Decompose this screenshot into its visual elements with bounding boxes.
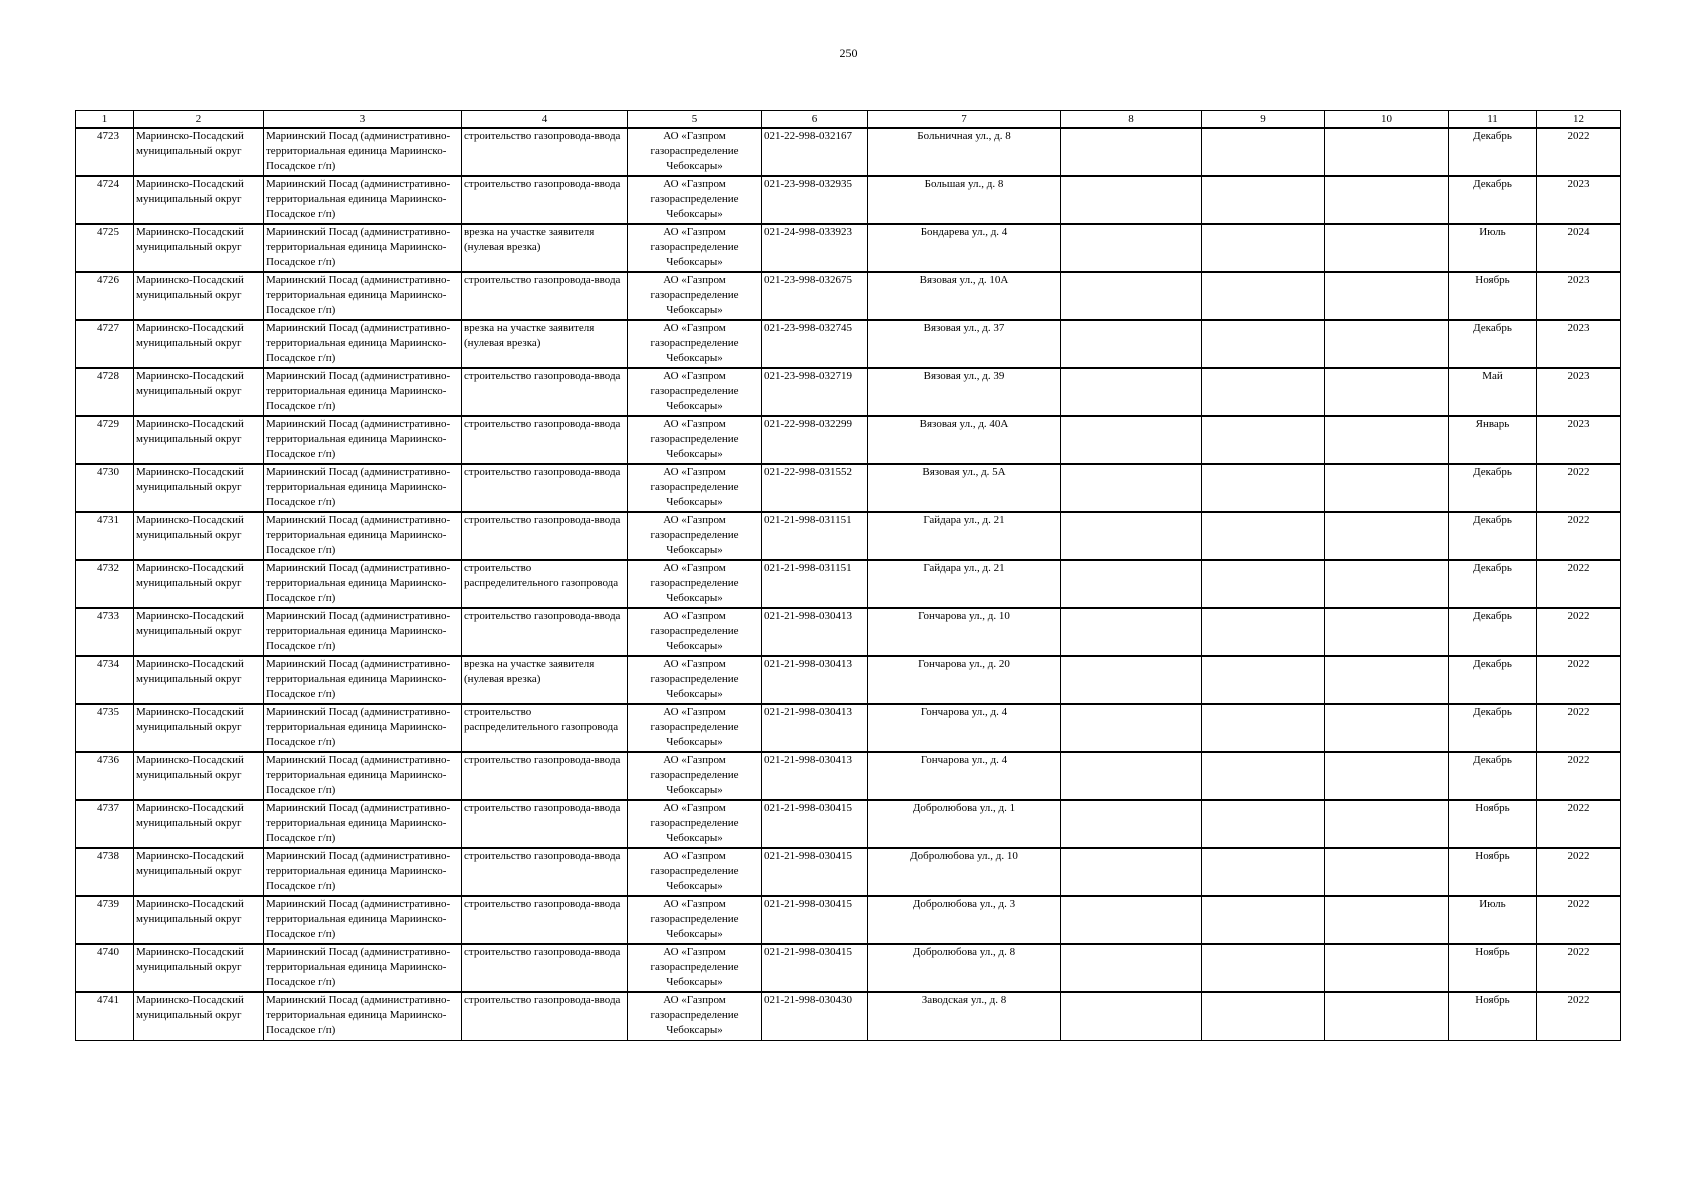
column-8-cell bbox=[1061, 320, 1202, 368]
column-header: 6 bbox=[762, 111, 868, 129]
settlement-cell: Мариинский Посад (административно-территориальная единица Мариинско-Посадское г/п) bbox=[264, 416, 462, 464]
settlement-cell: Мариинский Посад (административно-территориальная единица Мариинско-Посадское г/п) bbox=[264, 800, 462, 848]
settlement-cell: Мариинский Посад (административно-территориальная единица Мариинско-Посадское г/п) bbox=[264, 944, 462, 992]
column-8-cell bbox=[1061, 656, 1202, 704]
column-8-cell bbox=[1061, 512, 1202, 560]
settlement-cell: Мариинский Посад (административно-территориальная единица Мариинско-Посадское г/п) bbox=[264, 224, 462, 272]
work-type-cell: строительство распределительного газопровода bbox=[462, 704, 628, 752]
work-type-cell: строительство газопровода-ввода bbox=[462, 416, 628, 464]
column-9-cell bbox=[1202, 368, 1325, 416]
column-9-cell bbox=[1202, 800, 1325, 848]
column-header: 8 bbox=[1061, 111, 1202, 129]
district-cell: Мариинско-Посадский муниципальный округ bbox=[134, 944, 264, 992]
year-cell: 2022 bbox=[1537, 464, 1621, 512]
row-number-cell: 4737 bbox=[76, 800, 134, 848]
application-code-cell: 021-21-998-030413 bbox=[762, 704, 868, 752]
work-type-cell: строительство газопровода-ввода bbox=[462, 128, 628, 176]
address-cell: Больничная ул., д. 8 bbox=[868, 128, 1061, 176]
settlement-cell: Мариинский Посад (административно-территориальная единица Мариинско-Посадское г/п) bbox=[264, 176, 462, 224]
row-number-cell: 4738 bbox=[76, 848, 134, 896]
table-row bbox=[76, 992, 1621, 1040]
district-cell: Мариинско-Посадский муниципальный округ bbox=[134, 608, 264, 656]
organization-cell: АО «Газпром газораспределение Чебоксары» bbox=[628, 848, 762, 896]
year-cell: 2022 bbox=[1537, 512, 1621, 560]
district-cell: Мариинско-Посадский муниципальный округ bbox=[134, 800, 264, 848]
column-8-cell bbox=[1061, 944, 1202, 992]
row-number-cell: 4730 bbox=[76, 464, 134, 512]
organization-cell: АО «Газпром газораспределение Чебоксары» bbox=[628, 656, 762, 704]
row-number-cell: 4734 bbox=[76, 656, 134, 704]
column-10-cell bbox=[1325, 896, 1449, 944]
table-row bbox=[76, 560, 1621, 608]
work-type-cell: врезка на участке заявителя (нулевая врезка) bbox=[462, 656, 628, 704]
column-header: 5 bbox=[628, 111, 762, 129]
column-10-cell bbox=[1325, 320, 1449, 368]
settlement-cell: Мариинский Посад (административно-территориальная единица Мариинско-Посадское г/п) bbox=[264, 608, 462, 656]
column-10-cell bbox=[1325, 176, 1449, 224]
month-cell: Декабрь bbox=[1449, 176, 1537, 224]
column-8-cell bbox=[1061, 272, 1202, 320]
row-number-cell: 4723 bbox=[76, 128, 134, 176]
table-row bbox=[76, 416, 1621, 464]
row-number-cell: 4736 bbox=[76, 752, 134, 800]
work-type-cell: строительство газопровода-ввода bbox=[462, 896, 628, 944]
organization-cell: АО «Газпром газораспределение Чебоксары» bbox=[628, 320, 762, 368]
year-cell: 2022 bbox=[1537, 560, 1621, 608]
year-cell: 2022 bbox=[1537, 608, 1621, 656]
address-cell: Бондарева ул., д. 4 bbox=[868, 224, 1061, 272]
row-number-cell: 4724 bbox=[76, 176, 134, 224]
column-10-cell bbox=[1325, 512, 1449, 560]
work-type-cell: врезка на участке заявителя (нулевая врезка) bbox=[462, 224, 628, 272]
month-cell: Декабрь bbox=[1449, 320, 1537, 368]
district-cell: Мариинско-Посадский муниципальный округ bbox=[134, 320, 264, 368]
organization-cell: АО «Газпром газораспределение Чебоксары» bbox=[628, 608, 762, 656]
application-code-cell: 021-21-998-030415 bbox=[762, 848, 868, 896]
year-cell: 2022 bbox=[1537, 896, 1621, 944]
year-cell: 2022 bbox=[1537, 944, 1621, 992]
application-code-cell: 021-23-998-032935 bbox=[762, 176, 868, 224]
month-cell: Июль bbox=[1449, 896, 1537, 944]
column-9-cell bbox=[1202, 944, 1325, 992]
year-cell: 2023 bbox=[1537, 176, 1621, 224]
settlement-cell: Мариинский Посад (административно-территориальная единица Мариинско-Посадское г/п) bbox=[264, 512, 462, 560]
district-cell: Мариинско-Посадский муниципальный округ bbox=[134, 752, 264, 800]
work-type-cell: строительство газопровода-ввода bbox=[462, 800, 628, 848]
address-cell: Вязовая ул., д. 39 bbox=[868, 368, 1061, 416]
organization-cell: АО «Газпром газораспределение Чебоксары» bbox=[628, 224, 762, 272]
organization-cell: АО «Газпром газораспределение Чебоксары» bbox=[628, 560, 762, 608]
column-10-cell bbox=[1325, 128, 1449, 176]
table-row bbox=[76, 752, 1621, 800]
settlement-cell: Мариинский Посад (административно-территориальная единица Мариинско-Посадское г/п) bbox=[264, 128, 462, 176]
application-code-cell: 021-21-998-031151 bbox=[762, 560, 868, 608]
work-type-cell: врезка на участке заявителя (нулевая врезка) bbox=[462, 320, 628, 368]
column-8-cell bbox=[1061, 848, 1202, 896]
column-10-cell bbox=[1325, 368, 1449, 416]
district-cell: Мариинско-Посадский муниципальный округ bbox=[134, 560, 264, 608]
district-cell: Мариинско-Посадский муниципальный округ bbox=[134, 896, 264, 944]
address-cell: Добролюбова ул., д. 3 bbox=[868, 896, 1061, 944]
address-cell: Вязовая ул., д. 5А bbox=[868, 464, 1061, 512]
table-row bbox=[76, 272, 1621, 320]
district-cell: Мариинско-Посадский муниципальный округ bbox=[134, 464, 264, 512]
column-8-cell bbox=[1061, 800, 1202, 848]
year-cell: 2022 bbox=[1537, 992, 1621, 1040]
organization-cell: АО «Газпром газораспределение Чебоксары» bbox=[628, 512, 762, 560]
column-9-cell bbox=[1202, 752, 1325, 800]
application-code-cell: 021-23-998-032675 bbox=[762, 272, 868, 320]
column-9-cell bbox=[1202, 320, 1325, 368]
address-cell: Гончарова ул., д. 20 bbox=[868, 656, 1061, 704]
month-cell: Ноябрь bbox=[1449, 944, 1537, 992]
month-cell: Ноябрь bbox=[1449, 800, 1537, 848]
table-row bbox=[76, 224, 1621, 272]
year-cell: 2022 bbox=[1537, 656, 1621, 704]
application-code-cell: 021-23-998-032745 bbox=[762, 320, 868, 368]
column-header: 12 bbox=[1537, 111, 1621, 129]
column-9-cell bbox=[1202, 512, 1325, 560]
column-10-cell bbox=[1325, 560, 1449, 608]
year-cell: 2023 bbox=[1537, 272, 1621, 320]
column-8-cell bbox=[1061, 176, 1202, 224]
table-row bbox=[76, 128, 1621, 176]
table-row bbox=[76, 896, 1621, 944]
application-code-cell: 021-21-998-030413 bbox=[762, 608, 868, 656]
month-cell: Декабрь bbox=[1449, 560, 1537, 608]
column-9-cell bbox=[1202, 560, 1325, 608]
settlement-cell: Мариинский Посад (административно-территориальная единица Мариинско-Посадское г/п) bbox=[264, 704, 462, 752]
row-number-cell: 4741 bbox=[76, 992, 134, 1040]
work-type-cell: строительство газопровода-ввода bbox=[462, 752, 628, 800]
column-9-cell bbox=[1202, 224, 1325, 272]
district-cell: Мариинско-Посадский муниципальный округ bbox=[134, 416, 264, 464]
district-cell: Мариинско-Посадский муниципальный округ bbox=[134, 848, 264, 896]
address-cell: Заводская ул., д. 8 bbox=[868, 992, 1061, 1040]
column-8-cell bbox=[1061, 560, 1202, 608]
month-cell: Ноябрь bbox=[1449, 992, 1537, 1040]
row-number-cell: 4725 bbox=[76, 224, 134, 272]
row-number-cell: 4726 bbox=[76, 272, 134, 320]
month-cell: Ноябрь bbox=[1449, 272, 1537, 320]
settlement-cell: Мариинский Посад (административно-территориальная единица Мариинско-Посадское г/п) bbox=[264, 848, 462, 896]
district-cell: Мариинско-Посадский муниципальный округ bbox=[134, 656, 264, 704]
table-row bbox=[76, 368, 1621, 416]
address-cell: Вязовая ул., д. 40А bbox=[868, 416, 1061, 464]
application-code-cell: 021-21-998-030413 bbox=[762, 656, 868, 704]
year-cell: 2022 bbox=[1537, 752, 1621, 800]
row-number-cell: 4731 bbox=[76, 512, 134, 560]
table-row bbox=[76, 656, 1621, 704]
work-type-cell: строительство распределительного газопровода bbox=[462, 560, 628, 608]
row-number-cell: 4735 bbox=[76, 704, 134, 752]
column-9-cell bbox=[1202, 656, 1325, 704]
table-row bbox=[76, 464, 1621, 512]
settlement-cell: Мариинский Посад (административно-территориальная единица Мариинско-Посадское г/п) bbox=[264, 560, 462, 608]
month-cell: Декабрь bbox=[1449, 752, 1537, 800]
address-cell: Гончарова ул., д. 4 bbox=[868, 704, 1061, 752]
settlement-cell: Мариинский Посад (административно-территориальная единица Мариинско-Посадское г/п) bbox=[264, 752, 462, 800]
column-header: 11 bbox=[1449, 111, 1537, 129]
address-cell: Гончарова ул., д. 4 bbox=[868, 752, 1061, 800]
settlement-cell: Мариинский Посад (административно-территориальная единица Мариинско-Посадское г/п) bbox=[264, 896, 462, 944]
settlement-cell: Мариинский Посад (административно-территориальная единица Мариинско-Посадское г/п) bbox=[264, 368, 462, 416]
year-cell: 2022 bbox=[1537, 848, 1621, 896]
address-cell: Гончарова ул., д. 10 bbox=[868, 608, 1061, 656]
page-number: 250 bbox=[839, 46, 858, 60]
application-code-cell: 021-21-998-030415 bbox=[762, 944, 868, 992]
table-row bbox=[76, 848, 1621, 896]
address-cell: Гайдара ул., д. 21 bbox=[868, 560, 1061, 608]
application-code-cell: 021-22-998-032299 bbox=[762, 416, 868, 464]
address-cell: Вязовая ул., д. 37 bbox=[868, 320, 1061, 368]
column-10-cell bbox=[1325, 464, 1449, 512]
settlement-cell: Мариинский Посад (административно-территориальная единица Мариинско-Посадское г/п) bbox=[264, 272, 462, 320]
column-10-cell bbox=[1325, 992, 1449, 1040]
application-code-cell: 021-22-998-031552 bbox=[762, 464, 868, 512]
column-8-cell bbox=[1061, 224, 1202, 272]
column-9-cell bbox=[1202, 416, 1325, 464]
column-8-cell bbox=[1061, 608, 1202, 656]
organization-cell: АО «Газпром газораспределение Чебоксары» bbox=[628, 272, 762, 320]
year-cell: 2022 bbox=[1537, 800, 1621, 848]
column-10-cell bbox=[1325, 800, 1449, 848]
column-8-cell bbox=[1061, 992, 1202, 1040]
column-10-cell bbox=[1325, 848, 1449, 896]
work-type-cell: строительство газопровода-ввода bbox=[462, 176, 628, 224]
year-cell: 2022 bbox=[1537, 704, 1621, 752]
column-10-cell bbox=[1325, 704, 1449, 752]
year-cell: 2024 bbox=[1537, 224, 1621, 272]
month-cell: Декабрь bbox=[1449, 704, 1537, 752]
table-row bbox=[76, 608, 1621, 656]
column-8-cell bbox=[1061, 896, 1202, 944]
work-type-cell: строительство газопровода-ввода bbox=[462, 944, 628, 992]
column-8-cell bbox=[1061, 752, 1202, 800]
year-cell: 2023 bbox=[1537, 416, 1621, 464]
column-9-cell bbox=[1202, 128, 1325, 176]
table-body bbox=[76, 128, 1621, 1040]
settlement-cell: Мариинский Посад (административно-территориальная единица Мариинско-Посадское г/п) bbox=[264, 320, 462, 368]
column-9-cell bbox=[1202, 464, 1325, 512]
column-header: 1 bbox=[76, 111, 134, 129]
application-code-cell: 021-21-998-030413 bbox=[762, 752, 868, 800]
organization-cell: АО «Газпром газораспределение Чебоксары» bbox=[628, 896, 762, 944]
year-cell: 2023 bbox=[1537, 320, 1621, 368]
column-8-cell bbox=[1061, 416, 1202, 464]
column-9-cell bbox=[1202, 848, 1325, 896]
table-row bbox=[76, 704, 1621, 752]
address-cell: Вязовая ул., д. 10А bbox=[868, 272, 1061, 320]
work-type-cell: строительство газопровода-ввода bbox=[462, 464, 628, 512]
row-number-cell: 4732 bbox=[76, 560, 134, 608]
work-type-cell: строительство газопровода-ввода bbox=[462, 512, 628, 560]
month-cell: Декабрь bbox=[1449, 464, 1537, 512]
district-cell: Мариинско-Посадский муниципальный округ bbox=[134, 128, 264, 176]
row-number-cell: 4729 bbox=[76, 416, 134, 464]
table-row bbox=[76, 800, 1621, 848]
organization-cell: АО «Газпром газораспределение Чебоксары» bbox=[628, 176, 762, 224]
column-header: 10 bbox=[1325, 111, 1449, 129]
application-code-cell: 021-24-998-033923 bbox=[762, 224, 868, 272]
application-code-cell: 021-21-998-030430 bbox=[762, 992, 868, 1040]
month-cell: Декабрь bbox=[1449, 608, 1537, 656]
district-cell: Мариинско-Посадский муниципальный округ bbox=[134, 224, 264, 272]
district-cell: Мариинско-Посадский муниципальный округ bbox=[134, 704, 264, 752]
row-number-cell: 4739 bbox=[76, 896, 134, 944]
column-header: 7 bbox=[868, 111, 1061, 129]
address-cell: Добролюбова ул., д. 10 bbox=[868, 848, 1061, 896]
organization-cell: АО «Газпром газораспределение Чебоксары» bbox=[628, 416, 762, 464]
column-10-cell bbox=[1325, 224, 1449, 272]
table-row bbox=[76, 320, 1621, 368]
month-cell: Ноябрь bbox=[1449, 848, 1537, 896]
column-8-cell bbox=[1061, 368, 1202, 416]
settlement-cell: Мариинский Посад (административно-территориальная единица Мариинско-Посадское г/п) bbox=[264, 992, 462, 1040]
application-code-cell: 021-22-998-032167 bbox=[762, 128, 868, 176]
application-code-cell: 021-23-998-032719 bbox=[762, 368, 868, 416]
organization-cell: АО «Газпром газораспределение Чебоксары» bbox=[628, 752, 762, 800]
application-code-cell: 021-21-998-030415 bbox=[762, 800, 868, 848]
district-cell: Мариинско-Посадский муниципальный округ bbox=[134, 272, 264, 320]
column-9-cell bbox=[1202, 992, 1325, 1040]
column-9-cell bbox=[1202, 704, 1325, 752]
header-row bbox=[76, 111, 1621, 129]
row-number-cell: 4733 bbox=[76, 608, 134, 656]
year-cell: 2023 bbox=[1537, 368, 1621, 416]
row-number-cell: 4728 bbox=[76, 368, 134, 416]
month-cell: Январь bbox=[1449, 416, 1537, 464]
application-code-cell: 021-21-998-031151 bbox=[762, 512, 868, 560]
organization-cell: АО «Газпром газораспределение Чебоксары» bbox=[628, 944, 762, 992]
column-9-cell bbox=[1202, 896, 1325, 944]
month-cell: Декабрь bbox=[1449, 512, 1537, 560]
column-10-cell bbox=[1325, 272, 1449, 320]
settlement-cell: Мариинский Посад (административно-территориальная единица Мариинско-Посадское г/п) bbox=[264, 656, 462, 704]
work-type-cell: строительство газопровода-ввода bbox=[462, 368, 628, 416]
organization-cell: АО «Газпром газораспределение Чебоксары» bbox=[628, 704, 762, 752]
column-10-cell bbox=[1325, 416, 1449, 464]
organization-cell: АО «Газпром газораспределение Чебоксары» bbox=[628, 128, 762, 176]
column-8-cell bbox=[1061, 464, 1202, 512]
row-number-cell: 4740 bbox=[76, 944, 134, 992]
work-type-cell: строительство газопровода-ввода bbox=[462, 992, 628, 1040]
address-cell: Гайдара ул., д. 21 bbox=[868, 512, 1061, 560]
row-number-cell: 4727 bbox=[76, 320, 134, 368]
table-row bbox=[76, 512, 1621, 560]
column-header: 3 bbox=[264, 111, 462, 129]
work-type-cell: строительство газопровода-ввода bbox=[462, 608, 628, 656]
district-cell: Мариинско-Посадский муниципальный округ bbox=[134, 368, 264, 416]
address-cell: Большая ул., д. 8 bbox=[868, 176, 1061, 224]
column-8-cell bbox=[1061, 128, 1202, 176]
district-cell: Мариинско-Посадский муниципальный округ bbox=[134, 176, 264, 224]
month-cell: Май bbox=[1449, 368, 1537, 416]
organization-cell: АО «Газпром газораспределение Чебоксары» bbox=[628, 368, 762, 416]
column-10-cell bbox=[1325, 656, 1449, 704]
column-9-cell bbox=[1202, 272, 1325, 320]
month-cell: Декабрь bbox=[1449, 128, 1537, 176]
column-10-cell bbox=[1325, 608, 1449, 656]
address-cell: Добролюбова ул., д. 1 bbox=[868, 800, 1061, 848]
column-10-cell bbox=[1325, 752, 1449, 800]
column-header: 9 bbox=[1202, 111, 1325, 129]
settlement-cell: Мариинский Посад (административно-территориальная единица Мариинско-Посадское г/п) bbox=[264, 464, 462, 512]
work-type-cell: строительство газопровода-ввода bbox=[462, 848, 628, 896]
column-header: 2 bbox=[134, 111, 264, 129]
year-cell: 2022 bbox=[1537, 128, 1621, 176]
district-cell: Мариинско-Посадский муниципальный округ bbox=[134, 512, 264, 560]
organization-cell: АО «Газпром газораспределение Чебоксары» bbox=[628, 992, 762, 1040]
column-10-cell bbox=[1325, 944, 1449, 992]
column-header: 4 bbox=[462, 111, 628, 129]
column-9-cell bbox=[1202, 176, 1325, 224]
month-cell: Июль bbox=[1449, 224, 1537, 272]
table-row bbox=[76, 944, 1621, 992]
work-type-cell: строительство газопровода-ввода bbox=[462, 272, 628, 320]
organization-cell: АО «Газпром газораспределение Чебоксары» bbox=[628, 800, 762, 848]
table-row bbox=[76, 176, 1621, 224]
registry-table bbox=[75, 110, 1621, 1041]
column-9-cell bbox=[1202, 608, 1325, 656]
address-cell: Добролюбова ул., д. 8 bbox=[868, 944, 1061, 992]
column-8-cell bbox=[1061, 704, 1202, 752]
application-code-cell: 021-21-998-030415 bbox=[762, 896, 868, 944]
month-cell: Декабрь bbox=[1449, 656, 1537, 704]
organization-cell: АО «Газпром газораспределение Чебоксары» bbox=[628, 464, 762, 512]
district-cell: Мариинско-Посадский муниципальный округ bbox=[134, 992, 264, 1040]
